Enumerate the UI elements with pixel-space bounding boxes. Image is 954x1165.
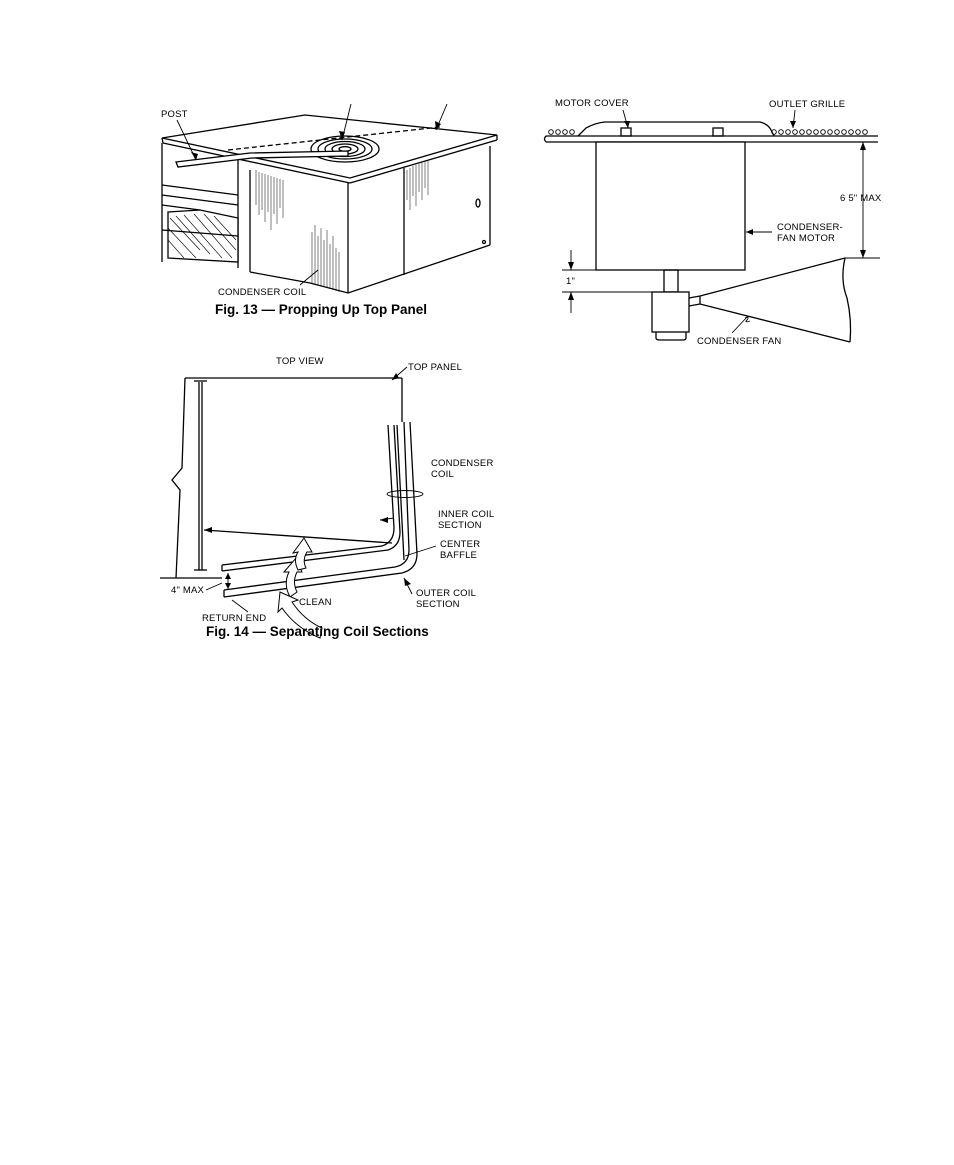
fig15-max-dim-label: 6 5" MAX [840,193,882,204]
fig14-outer-coil-label-1: OUTER COIL [416,588,477,599]
fig15-motor-cover-label: MOTOR COVER [555,98,629,109]
fig15-one-inch-label: 1" [566,276,576,287]
fig14-top-panel-label: TOP PANEL [408,362,463,373]
fig13-caption: Fig. 13 — Propping Up Top Panel [215,302,428,317]
fig14-four-max-label: 4" MAX [171,585,205,596]
fig14-top-view-label: TOP VIEW [276,356,324,367]
fig13-post-label: POST [161,109,188,120]
fig14-center-baffle-label-1: CENTER [440,539,481,550]
fig14-clean-label: CLEAN [299,597,332,608]
fig14-outer-coil-label-2: SECTION [416,599,460,610]
fig15-condenser-fan-motor-label-1: CONDENSER- [777,222,843,233]
fig14-inner-coil-label-2: SECTION [438,520,482,531]
fig14-inner-coil-label-1: INNER COIL [438,509,495,520]
fig14-condenser-coil-label-1: CONDENSER [431,458,494,469]
fig14-return-end-label: RETURN END [202,613,267,624]
fig14-condenser-coil-label-2: COIL [431,469,454,480]
fig15-condenser-fan-motor-label-2: FAN MOTOR [777,233,836,244]
fig14-center-baffle-label-2: BAFFLE [440,550,478,561]
fig14-caption: Fig. 14 — Separating Coil Sections [206,624,429,639]
fig15-condenser-fan-label: CONDENSER FAN [697,336,782,347]
fig15-outlet-grille-label: OUTLET GRILLE [769,99,846,110]
fig13-condenser-coil-label: CONDENSER COIL [218,287,307,298]
